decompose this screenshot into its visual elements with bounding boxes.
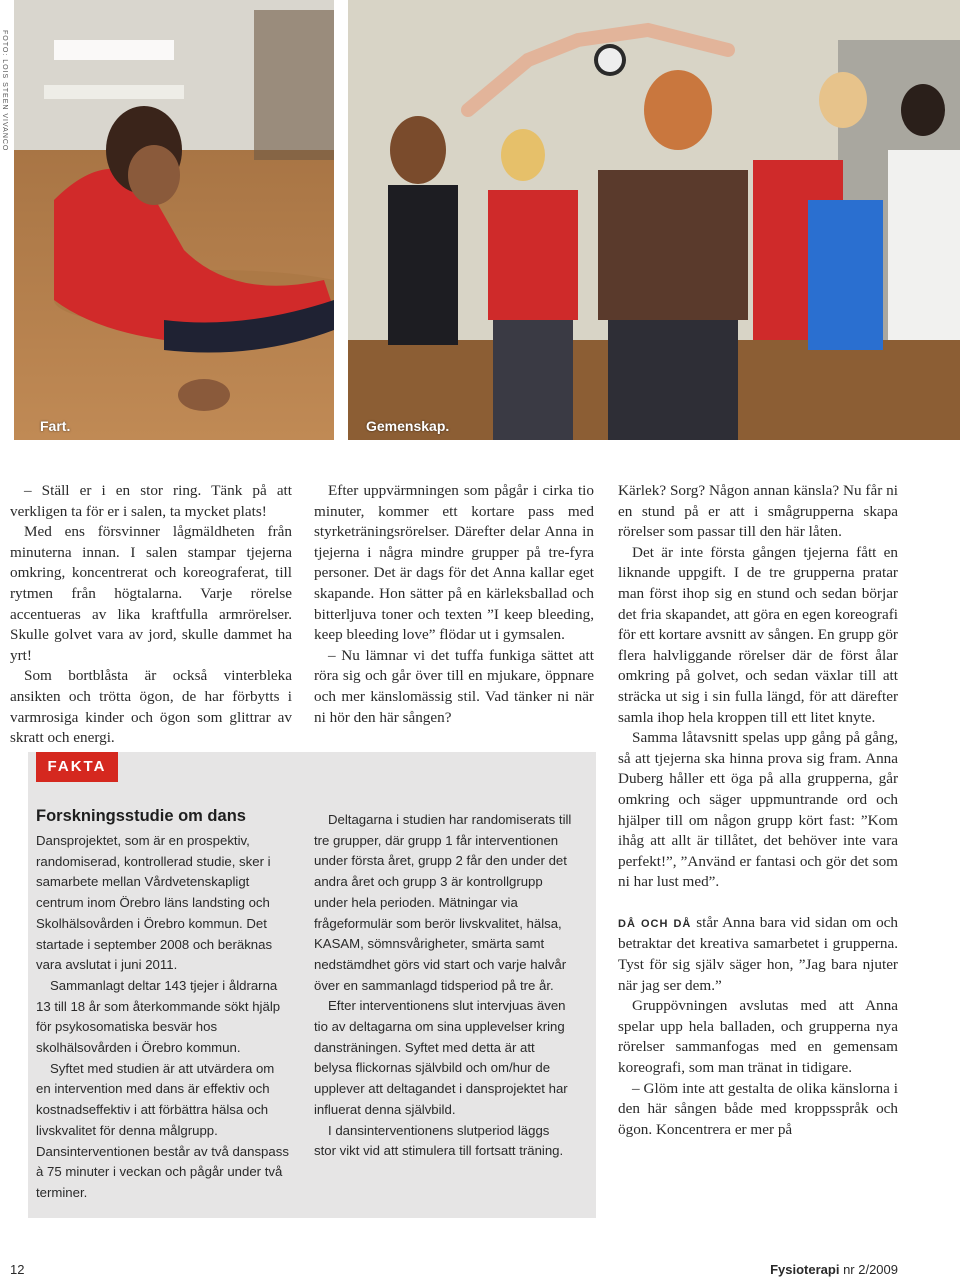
col3-paragraph-5: Gruppövningen avslutas med att Anna spelar upp hela balladen, och grupperna nya rörelser sammanfogas med en gemensam koreografi, som man tränat in tidigare.	[618, 997, 898, 1077]
col3-paragraph-4-text: står Anna bara vid sidan om och betraktar det kreativa samarbetet i grupperna. Tyst för sig själv säger hon, ”Jag bara njuter när jag ser dem.”	[618, 913, 898, 994]
col3-paragraph-3: Samma låtavsnitt spelas upp gång på gång, så att tjejerna ska hinna prova sig fram. Anna Duberg håller ett öga på alla grupperna, går omkring och säger uppmuntrande ord och hjälper till om någon grupp kört fast: ”Kom ihåg att allt är tillåtet, det behöver inte vara perfekt!”, ”Använd er fantasi och gör det som ni har lust med”.	[618, 729, 898, 891]
article-column-3	[618, 481, 898, 1140]
col1-paragraph-3: Som bortblåsta är också vinterbleka ansikten och trötta ögon, de har förbytts i varmrosiga kinder och ögon som glittrar av skratt och energi.	[10, 667, 292, 747]
col3-paragraph-1: Kärlek? Sorg? Någon annan känsla? Nu får ni en stund på er att i smågrupperna skapa rörelser som passar till den här låten.	[618, 482, 898, 541]
dancer-floor-image	[14, 0, 334, 440]
col1-paragraph-2: Med ens försvinner lågmäldheten från minuterna innan. I salen stampar tjejerna omkring, koncentrerat och koreograferat, till rytmen från högtalarna. Varje rörelse accentueras av lika kraftfulla armrörelser. Skulle golvet vara av jord, skulle dammet ha yrt!	[10, 523, 292, 664]
fakta-right-paragraph-2: Efter interventionens slut intervjuas även tio av deltagarna om sina upplevelser kring dansträningen. Syftet med detta är att belysa flickornas självbild och om/hur de upplever att deltagandet i dansprojektet har influerat denna självbild.	[314, 998, 568, 1117]
fakta-left-paragraph-2: Sammanlagt deltar 143 tjejer i åldrarna 13 till 18 år som återkommande sökt hjälp för psykosomatiska besvär hos skolhälsovården i Örebro kommun.	[36, 977, 281, 1056]
fakta-column-left	[36, 831, 292, 1204]
col3-paragraph-4	[618, 913, 898, 996]
fakta-box	[28, 752, 596, 1218]
page-number: 12	[10, 1262, 25, 1277]
photo-credit-text: FOTO: LOIS STEEN VIVANCO	[1, 30, 8, 152]
col3-paragraph-2: Det är inte första gången tjejerna fått en liknande uppgift. I de tre grupperna pratar man först ihop sig en stund och sedan börjar det fria skapandet, att göra en egen koreografi för ett kortare avsnitt av sången. En grupp gör flera halvliggande rörelser där de först ålar omkring på golvet, och sedan växlar till att sträcka ut sig i sin fulla längd, för att därefter samla ihop hela kroppen till ett litet knyte.	[618, 543, 898, 726]
group-highfive-image	[348, 0, 960, 440]
caption-fart: Fart.	[40, 418, 71, 434]
article-column-2	[314, 481, 594, 728]
fakta-left-paragraph-1: Dansprojektet, som är en prospektiv, randomiserad, kontrollerad studie, sker i samarbete mellan Vårdvetenskapligt centrum inom Örebro läns landsting och Skolhälsovården i Örebro kommun. Det startade i september 2008 och beräknas vara avslutat i juni 2011.	[36, 833, 273, 973]
issue-number: nr 2/2009	[839, 1262, 898, 1277]
photo-credit	[0, 30, 12, 152]
article-column-1	[10, 481, 292, 749]
photo-group-highfive	[348, 0, 960, 440]
col3-lead-in: DÅ OCH DÅ	[618, 917, 692, 930]
col3-paragraph-6: – Glöm inte att gestalta de olika känslorna i den här sången både med kroppsspråk och ögon. Koncentrera er mer på	[618, 1079, 898, 1138]
col1-paragraph-1: – Ställ er i en stor ring. Tänk på att verkligen ta för er i salen, ta mycket plats!	[10, 482, 292, 520]
fakta-right-paragraph-1: Deltagarna i studien har randomiserats till tre grupper, där grupp 1 får interventionen under första året, grupp 2 får den under det andra året och grupp 3 är kontrollgrupp under hela perioden. Mätningar via frågeformulär som berör livskvalitet, hälsa, KASAM, sömnsvårigheter, smärta samt nedstämdhet görs vid start och varje halvår över en sammanlagd tidsperiod på tre år.	[314, 812, 572, 993]
col2-paragraph-1: Efter uppvärmningen som pågår i cirka tio minuter, kommer ett kortare pass med styrketräningsrörelser. Därefter delar Anna in tjejerna i några mindre grupper på tre-fyra personer. Det är dags för det Anna kallar eget skapande. Hon sätter på en kärleksballad och bitterljuva toner och texten ”I keep bleeding, keep bleeding love” flödar ut i gymsalen.	[314, 482, 594, 644]
caption-gemenskap: Gemenskap.	[366, 418, 450, 434]
fakta-label: FAKTA	[36, 752, 118, 782]
fakta-right-paragraph-3: I dansinterventionens slutperiod läggs stor vikt vid att stimulera till fortsatt träning.	[314, 1122, 564, 1159]
magazine-name: Fysioterapi	[770, 1262, 840, 1277]
photo-dancer-floor	[14, 0, 334, 440]
fakta-title: Forskningsstudie om dans	[36, 807, 246, 825]
fakta-left-paragraph-3: Syftet med studien är att utvärdera om en intervention med dans är effektiv och kostnadseffektiv i att förbättra hälsa och livskvalitet för denna målgrupp. Dansinterventionen består av två danspass à 75 minuter i veckan och pågår under två terminer.	[36, 1060, 289, 1200]
fakta-column-right	[314, 810, 574, 1162]
col2-paragraph-2: – Nu lämnar vi det tuffa funkiga sättet att röra sig och går över till en mjukare, öppnare och mer känslomässig stil. Vad tänker ni när ni hör den här sången?	[314, 646, 594, 726]
magazine-issue	[770, 1262, 898, 1277]
